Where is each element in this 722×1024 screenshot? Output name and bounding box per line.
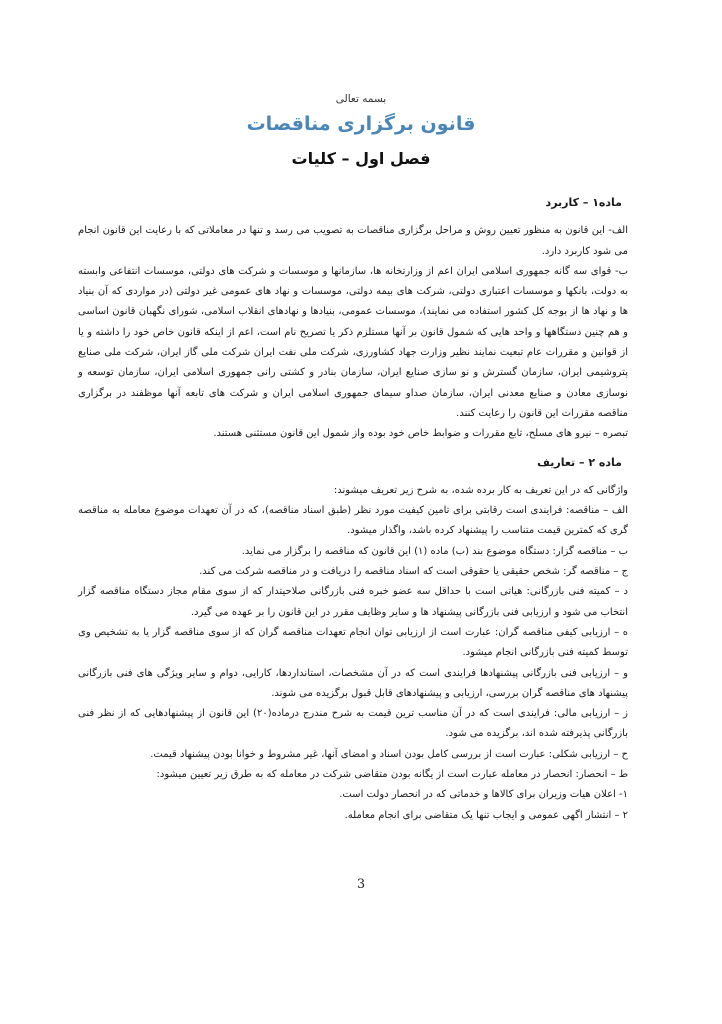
article-1-heading: ماده۱ – کاربرد — [545, 196, 622, 209]
article-1-clause-b: ب- قوای سه گانه جمهوری اسلامی ایران اعم از وزارتخانه ها، سازمانها و موسسات و شرکت های دولتی، موسسات انتفاعی وابسته به دولت، بانکها و موسسات اعتباری دولتی، شرکت های بیمه دولتی، موسسات و نهاد های عمومی غیر دولتی (در مواردی که آن بنیاد ها و نهاد ها از بوجه کل کشور استفاده می نمایند)، موسسات عمومی، بنیادها و نهادهای انقلاب اسلامی، شورای نگهبان قانون اساسی و هم چنین دستگاهها و واحد هایی که شمول قانون بر آنها مستلزم ذکر یا تصریح نام است، اعم از اینکه قانون خاص خود را داشته و یا از قوانین و مقررات عام تبعیت نمایند نظیر وزارت جهاد کشاورزی، شرکت ملی نفت ایران شرکت ملی گاز ایران، شرکت ملی صنایع پتروشیمی ایران، سازمان گسترش و نو سازی صنایع ایران، سازمان بنادر و کشتی رانی جمهوری اسلامی ایران، سازمان توسعه و نوسازی معادن و صنایع معدنی ایران، سازمان صداو سیمای جمهوری اسلامی ایران و شرکت های تابعه آنها موظفند در برگزاری مناقصه مقررات این قانون را رعایت کنند. — [78, 265, 628, 419]
article-2-monopoly-item-2: ۲ – انتشار اگهی عمومی و ایجاب تنها یک متقاضی برای انجام معامله. — [344, 809, 628, 821]
article-2-intro: واژگانی که در این تعریف به کار برده شده، به شرح زیر تعریف میشوند: — [333, 484, 628, 496]
law-title: قانون برگزاری مناقصات — [246, 113, 476, 135]
article-2-definition-jim: ج – مناقصه گر: شخص حقیقی یا حقوقی است که اسناد مناقصه را دریافت و در مناقصه شرکت می کند. — [199, 566, 628, 578]
article-2-definition-alef: الف – مناقصه: فرایندی است رقابتی برای تامین کیفیت مورد نظر (طبق اسناد مناقصه)، که در آن تعهدات موضوع معامله به مناقصه گری که کمترین قیمت متناسب را پیشنهاد کرده باشد، واگذار میشود. — [78, 505, 628, 537]
page-number: 3 — [356, 877, 366, 892]
article-2-definition-vav: و – ارزیابی فنی بازرگانی پیشنهادها فرایندی است که در آن مشخصات، استانداردها، کارایی، دوام و سایر ویژگی های فنی بازرگانی پیشنهاد های مناقصه گران بررسی، ارزیابی و پیشنهادهای قابل قبول برگزیده می شوند. — [78, 667, 628, 699]
article-2-heading: ماده ۲ – تعاریف — [537, 455, 622, 469]
bismillah-heading: بسمه تعالی — [335, 93, 387, 105]
article-2-definition-be: ب – مناقصه گزار: دستگاه موضوع بند (ب) ماده (۱) این قانون که مناقصه را برگزار می نماید. — [241, 545, 628, 557]
article-2-definition-ze: ز – ارزیابی مالی: فرایندی است که در آن مناسب ترین قیمت به شرح مندرج درماده(۲۰) این قانون از پیشنهادهایی که از نظر فنی بازرگانی پذیرفته شده اند، برگزیده می شود. — [78, 708, 629, 740]
article-2-monopoly-item-1: ۱- اعلان هیات وزیران برای کالاها و خدماتی که در انحصار دولت است. — [339, 789, 628, 801]
chapter-title: فصل اول – کلیات — [291, 149, 431, 168]
article-2-definition-ta: ط – انحصار: انحصار در معامله عبارت است از یگانه بودن متقاضی شرکت در معامله که به طرق زیر تعیین میشود: — [156, 769, 628, 781]
document-body — [78, 193, 628, 826]
article-1-clause-a: الف- این قانون به منظور تعیین روش و مراحل برگزاری مناقصات به تصویب می رسد و تنها در معاملاتی که با رعایت این قانون انجام می شود کاربرد دارد. — [78, 225, 628, 257]
article-1-note: تبصره – نیرو های مسلح، تابع مقررات و ضوابط خاص خود بوده واز شمول این قانون مستثنی هستند. — [213, 428, 628, 440]
article-2-definition-he2: ح – ارزیابی شکلی: عبارت است از بررسی کامل بودن اسناد و امضای آنها، غیر مشروط و خوانا بودن پیشنهاد قیمت. — [150, 748, 628, 760]
article-2-definition-dal: د – کمیته فنی بازرگانی: هیاتی است با حداقل سه عضو خبره فنی بازرگانی صلاحیتدار که از سوی مقام مجاز دستگاه مناقصه گزار انتخاب می شود و ارزیابی فنی بازرگانی پیشنهاد ها و سایر وظایف مقرر در این قانون را بر عهده می گیرد. — [78, 586, 628, 618]
article-2-definition-he: ه – ارزیابی کیفی مناقصه گران: عبارت است از ارزیابی توان انجام تعهدات مناقصه گران که از سوی مناقصه گزار یا به تشخیص وی توسط کمیته فنی بازرگانی انجام میشود. — [78, 626, 628, 659]
